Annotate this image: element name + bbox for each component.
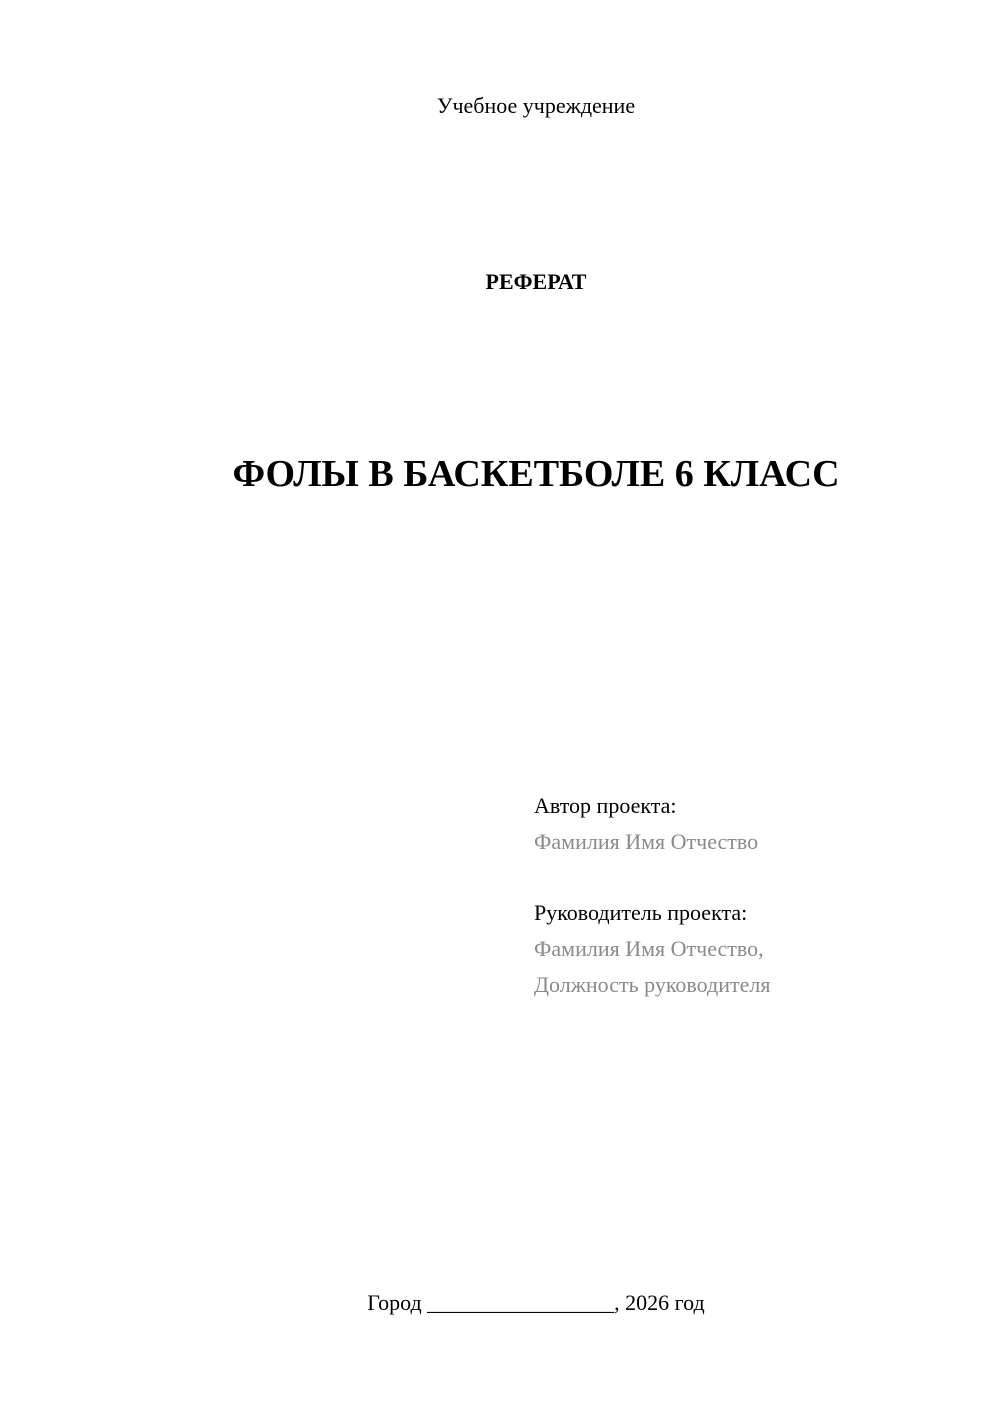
document-title: ФОЛЫ В БАСКЕТБОЛЕ 6 КЛАСС [232,453,840,495]
supervisor-label: Руководитель проекта: [534,900,748,925]
supervisor-name: Фамилия Имя Отчество, [534,936,764,961]
supervisor-position: Должность руководителя [534,972,771,997]
document-type: РЕФЕРАТ [485,269,587,294]
project-info-block [534,788,974,1003]
city-year-footer: Город _________________, 2026 год [367,1290,705,1315]
spacer [534,860,974,895]
author-label: Автор проекта: [534,793,677,818]
institution-name: Учебное учреждение [436,93,636,118]
author-name: Фамилия Имя Отчество [534,829,759,854]
